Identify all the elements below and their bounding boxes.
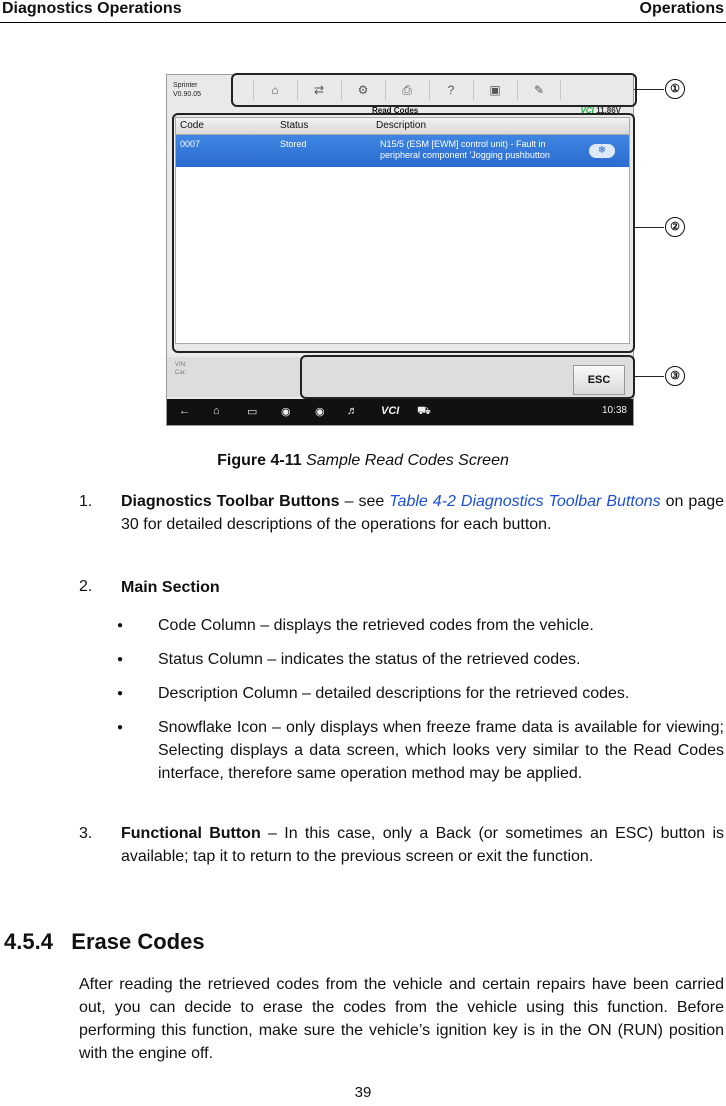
page-number: 39	[354, 1084, 372, 1101]
vci-label: VCI	[580, 106, 594, 115]
column-code: Code	[180, 120, 204, 131]
toolbar-outline	[231, 73, 637, 107]
settings-icon[interactable]: ⚙	[341, 80, 384, 100]
header-right: Operations	[639, 0, 724, 17]
car-icon[interactable]: ⛟	[417, 405, 431, 417]
page-header	[0, 0, 726, 23]
caption-label: Figure 4-11	[217, 452, 302, 469]
cell-status: Stored	[280, 139, 307, 149]
section-heading	[4, 929, 205, 955]
cell-code: 0007	[180, 139, 201, 149]
browser-icon[interactable]: ◉	[281, 406, 291, 418]
vehicle-info	[173, 81, 201, 99]
vehicle-swap-icon[interactable]: ⇄	[297, 80, 340, 100]
callout-line-2	[634, 227, 664, 228]
print-icon[interactable]: ⎙	[385, 80, 428, 100]
camera-icon[interactable]: ◉	[315, 406, 325, 418]
item-3-rest: – In this case, only a Back (or sometimes an ESC) button is available; tap it to return to the previous screen or exit the function.	[121, 825, 724, 865]
snowflake-icon[interactable]: ❄	[589, 144, 615, 158]
cell-description: N15/5 (ESM [EWM] control unit) - Fault in peripheral component 'Jogging pushbutton	[380, 139, 550, 160]
functional-button-outline	[300, 355, 635, 399]
volume-icon[interactable]: ♬	[347, 405, 358, 417]
section-title: Erase Codes	[71, 929, 205, 954]
item-3-text	[121, 822, 724, 868]
vin-label: VIN:	[175, 362, 187, 368]
save-icon[interactable]: ▣	[473, 80, 516, 100]
bullet-dot: ●	[117, 688, 124, 699]
item-3-number: 3.	[79, 825, 93, 842]
battery-voltage: 11.86V	[596, 106, 621, 115]
column-description: Description	[376, 120, 427, 131]
item-1-rest: on page 30 for detailed descriptions of the operations for each button.	[121, 493, 725, 533]
callout-line-3	[634, 376, 664, 377]
callout-line-1	[634, 89, 664, 90]
bullet-4: Snowflake Icon – only displays when freeze frame data is available for viewing; Selecting displays a data screen, which looks very similar to the Read Codes interface, therefore same operation method may be applied.	[158, 719, 724, 782]
callout-2: ②	[665, 217, 685, 237]
bullet-dot: ●	[117, 722, 124, 733]
back-icon[interactable]: ←	[179, 405, 190, 417]
item-2-title: Main Section	[121, 579, 220, 596]
esc-button[interactable]: ESC	[573, 365, 625, 395]
edit-icon[interactable]: ✎	[517, 80, 561, 100]
figure-caption	[0, 452, 726, 470]
main-section-outline	[172, 113, 635, 353]
bullet-2: Status Column – indicates the status of the retrieved codes.	[158, 651, 581, 668]
bullet-1: Code Column – displays the retrieved codes from the vehicle.	[158, 617, 594, 634]
software-version: V0.90.05	[173, 91, 202, 98]
body-paragraph: After reading the retrieved codes from the vehicle and certain repairs have been carried out, you can decide to erase the codes from the vehicle using this function. Before performing this function, make sure the vehicle’s ignition key is in the ON (RUN) position with the engine off.	[79, 976, 724, 1062]
help-icon[interactable]: ?	[429, 80, 472, 100]
home-nav-icon[interactable]: ⌂	[213, 405, 220, 417]
vci-nav-icon[interactable]: VCI	[381, 405, 400, 417]
item-1-title: Diagnostics Toolbar Buttons	[121, 493, 340, 510]
item-3-title: Functional Button	[121, 825, 261, 842]
screen-title: Read Codes	[372, 106, 419, 115]
item-1-number: 1.	[79, 493, 93, 510]
item-1-dash: – see	[339, 493, 390, 510]
bullet-3: Description Column – detailed descriptions for the retrieved codes.	[158, 685, 630, 702]
clock: 10:38	[601, 405, 627, 416]
car-label: Car:	[175, 370, 187, 376]
callout-3: ③	[665, 366, 685, 386]
item-1-text	[121, 490, 724, 536]
home-icon[interactable]: ⌂	[253, 80, 296, 100]
vehicle-name: Sprinter	[173, 82, 198, 89]
table-link[interactable]: Table 4-2 Diagnostics Toolbar Buttons	[389, 493, 661, 510]
android-nav-bar	[167, 399, 633, 425]
bullet-dot: ●	[117, 654, 124, 665]
header-left: Diagnostics Operations	[2, 0, 182, 17]
caption-text: Sample Read Codes Screen	[306, 452, 509, 469]
recent-apps-icon[interactable]: ▭	[247, 406, 258, 418]
vin-car-info	[175, 361, 187, 377]
section-number: 4.5.4	[4, 929, 53, 954]
column-status: Status	[280, 120, 309, 131]
bullet-dot: ●	[117, 620, 124, 631]
callout-1: ①	[665, 79, 685, 99]
item-2-number: 2.	[79, 578, 93, 595]
